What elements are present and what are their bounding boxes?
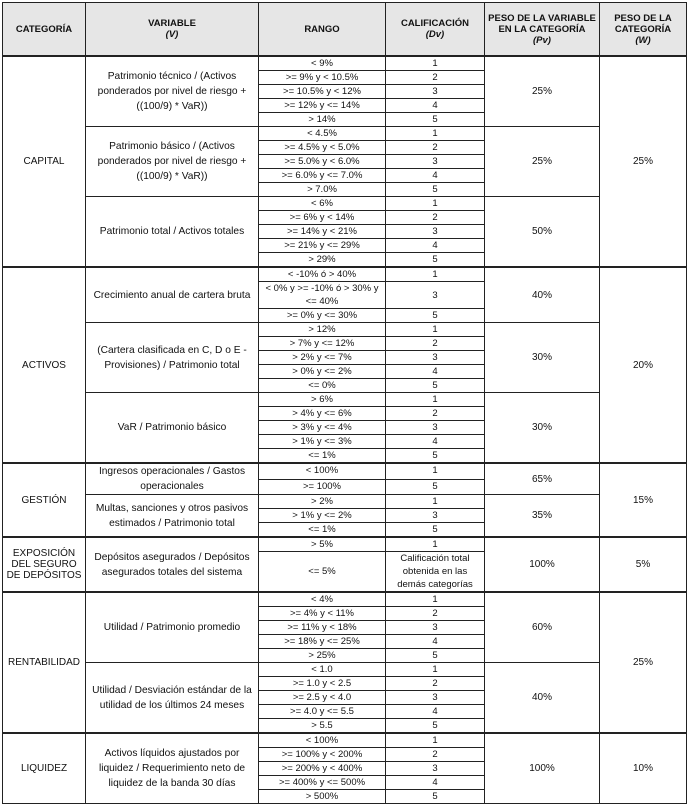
header-variable-label: VARIABLE	[148, 18, 196, 29]
variable-cell: Patrimonio básico / (Activos ponderados por nivel de riesgo + ((100/9) * VaR))	[86, 127, 259, 197]
score-cell: 4	[386, 169, 485, 183]
header-peso-categoria-label: PESO DE LA CATEGORÍA	[614, 12, 672, 35]
category-weight-cell: 10%	[600, 733, 687, 804]
range-cell: >= 5.0% y < 6.0%	[259, 155, 386, 169]
variable-weight-cell: 100%	[485, 537, 600, 592]
table-row	[3, 127, 687, 141]
table-row	[3, 56, 687, 71]
table-row	[3, 323, 687, 337]
range-cell: >= 4.5% y < 5.0%	[259, 141, 386, 155]
variable-cell: VaR / Patrimonio básico	[86, 393, 259, 464]
header-rango	[259, 3, 386, 57]
variable-cell: Patrimonio total / Activos totales	[86, 197, 259, 268]
category-weight-cell: 25%	[600, 592, 687, 733]
range-cell: <= 1%	[259, 523, 386, 538]
header-peso-variable	[485, 3, 600, 57]
header-calificacion-sub: (Dv)	[425, 29, 445, 40]
range-cell: > 25%	[259, 649, 386, 663]
score-cell: 4	[386, 776, 485, 790]
header-variable-sub: (V)	[165, 29, 179, 40]
variable-weight-cell: 35%	[485, 495, 600, 538]
score-cell: 2	[386, 71, 485, 85]
variable-weight-cell: 30%	[485, 323, 600, 393]
range-cell: >= 9% y < 10.5%	[259, 71, 386, 85]
variable-weight-cell: 65%	[485, 463, 600, 495]
score-cell: 2	[386, 677, 485, 691]
range-cell: > 14%	[259, 113, 386, 127]
header-peso-variable-label: PESO DE LA VARIABLE EN LA CATEGORÍA	[488, 12, 596, 35]
range-cell: < 100%	[259, 463, 386, 479]
range-cell: > 12%	[259, 323, 386, 337]
score-cell: 2	[386, 407, 485, 421]
range-cell: >= 11% y < 18%	[259, 621, 386, 635]
score-cell: 1	[386, 56, 485, 71]
table-row	[3, 393, 687, 407]
score-cell: 5	[386, 719, 485, 734]
category-cell: LIQUIDEZ	[3, 733, 86, 804]
score-cell: 5	[386, 523, 485, 538]
range-cell: > 1% y <= 2%	[259, 509, 386, 523]
range-cell: > 2%	[259, 495, 386, 509]
header-peso-categoria-sub: (W)	[635, 34, 651, 46]
score-cell: 3	[386, 155, 485, 169]
score-cell: 1	[386, 733, 485, 748]
range-cell: >= 1.0 y < 2.5	[259, 677, 386, 691]
range-cell: < 6%	[259, 197, 386, 211]
range-cell: >= 200% y < 400%	[259, 762, 386, 776]
score-cell: 4	[386, 635, 485, 649]
table-row	[3, 267, 687, 282]
header-calificacion-label: CALIFICACIÓN	[400, 18, 470, 29]
range-cell: > 29%	[259, 253, 386, 268]
score-cell: 3	[386, 351, 485, 365]
range-cell: > 7.0%	[259, 183, 386, 197]
variable-weight-cell: 60%	[485, 592, 600, 663]
range-cell: > 2% y <= 7%	[259, 351, 386, 365]
score-cell: 5	[386, 479, 485, 494]
range-cell: > 500%	[259, 790, 386, 804]
score-cell: 4	[386, 365, 485, 379]
score-cell: 3	[386, 225, 485, 239]
variable-cell: Depósitos asegurados / Depósitos asegurados totales del sistema	[86, 537, 259, 592]
category-cell: EXPOSICIÓN DEL SEGURO DE DEPÓSITOS	[3, 537, 86, 592]
score-cell: Calificación total obtenida en las demás categorías	[386, 552, 485, 593]
range-cell: >= 4.0 y <= 5.5	[259, 705, 386, 719]
variable-weight-cell: 50%	[485, 197, 600, 268]
range-cell: <= 0%	[259, 379, 386, 393]
table-row	[3, 495, 687, 509]
variable-cell: (Cartera clasificada en C, D o E - Provisiones) / Patrimonio total	[86, 323, 259, 393]
range-cell: > 0% y <= 2%	[259, 365, 386, 379]
variable-weight-cell: 100%	[485, 733, 600, 804]
range-cell: >= 2.5 y < 4.0	[259, 691, 386, 705]
table-row	[3, 592, 687, 607]
range-cell: > 6%	[259, 393, 386, 407]
category-cell: RENTABILIDAD	[3, 592, 86, 733]
range-cell: < 4.5%	[259, 127, 386, 141]
variable-weight-cell: 25%	[485, 56, 600, 127]
variable-weight-cell: 30%	[485, 393, 600, 464]
table-row	[3, 197, 687, 211]
range-cell: >= 6% y < 14%	[259, 211, 386, 225]
score-cell: 5	[386, 449, 485, 464]
range-cell: > 7% y <= 12%	[259, 337, 386, 351]
range-cell: >= 400% y <= 500%	[259, 776, 386, 790]
score-cell: 1	[386, 267, 485, 282]
variable-cell: Utilidad / Patrimonio promedio	[86, 592, 259, 663]
range-cell: < 100%	[259, 733, 386, 748]
range-cell: < 1.0	[259, 663, 386, 677]
variable-weight-cell: 40%	[485, 267, 600, 323]
header-row	[3, 3, 687, 57]
score-cell: 5	[386, 113, 485, 127]
score-cell: 3	[386, 621, 485, 635]
range-cell: >= 12% y <= 14%	[259, 99, 386, 113]
score-cell: 5	[386, 253, 485, 268]
variable-cell: Activos líquidos ajustados por liquidez / Requerimiento neto de liquidez de la banda 30 días	[86, 733, 259, 804]
range-cell: >= 14% y < 21%	[259, 225, 386, 239]
score-cell: 3	[386, 421, 485, 435]
score-cell: 3	[386, 85, 485, 99]
category-weight-cell: 15%	[600, 463, 687, 537]
score-cell: 1	[386, 393, 485, 407]
score-cell: 4	[386, 705, 485, 719]
score-cell: 2	[386, 141, 485, 155]
score-cell: 5	[386, 790, 485, 804]
score-cell: 3	[386, 282, 485, 309]
score-cell: 5	[386, 183, 485, 197]
range-cell: <= 5%	[259, 552, 386, 593]
range-cell: < 9%	[259, 56, 386, 71]
score-cell: 2	[386, 337, 485, 351]
score-cell: 3	[386, 762, 485, 776]
variable-weight-cell: 25%	[485, 127, 600, 197]
range-cell: > 3% y <= 4%	[259, 421, 386, 435]
range-cell: >= 6.0% y <= 7.0%	[259, 169, 386, 183]
range-cell: >= 21% y <= 29%	[259, 239, 386, 253]
score-cell: 4	[386, 99, 485, 113]
variable-cell: Multas, sanciones y otros pasivos estimados / Patrimonio total	[86, 495, 259, 538]
score-cell: 1	[386, 197, 485, 211]
range-cell: >= 0% y <= 30%	[259, 309, 386, 323]
range-cell: > 5.5	[259, 719, 386, 734]
score-cell: 1	[386, 592, 485, 607]
header-calificacion	[386, 3, 485, 57]
category-cell: ACTIVOS	[3, 267, 86, 463]
header-categoria-label: CATEGORÍA	[15, 23, 73, 35]
score-cell: 1	[386, 663, 485, 677]
range-cell: >= 18% y <= 25%	[259, 635, 386, 649]
category-weight-cell: 20%	[600, 267, 687, 463]
category-weight-cell: 25%	[600, 56, 687, 267]
header-categoria	[3, 3, 86, 57]
score-cell: 2	[386, 748, 485, 762]
table-row	[3, 537, 687, 552]
range-cell: >= 4% y < 11%	[259, 607, 386, 621]
header-peso-variable-sub: (Pv)	[533, 34, 551, 46]
header-variable	[86, 3, 259, 57]
range-cell: >= 100% y < 200%	[259, 748, 386, 762]
range-cell: > 4% y <= 6%	[259, 407, 386, 421]
score-cell: 1	[386, 495, 485, 509]
score-cell: 1	[386, 127, 485, 141]
range-cell: >= 10.5% y < 12%	[259, 85, 386, 99]
score-cell: 2	[386, 211, 485, 225]
range-cell: >= 100%	[259, 479, 386, 494]
range-cell: > 5%	[259, 537, 386, 552]
score-cell: 1	[386, 537, 485, 552]
variable-cell: Utilidad / Desviación estándar de la utilidad de los últimos 24 meses	[86, 663, 259, 734]
category-weight-cell: 5%	[600, 537, 687, 592]
range-cell: > 1% y <= 3%	[259, 435, 386, 449]
variable-cell: Crecimiento anual de cartera bruta	[86, 267, 259, 323]
variable-weight-cell: 40%	[485, 663, 600, 734]
header-peso-categoria	[600, 3, 687, 57]
score-cell: 3	[386, 691, 485, 705]
range-cell: < -10% ó > 40%	[259, 267, 386, 282]
table-row	[3, 663, 687, 677]
range-cell: <= 1%	[259, 449, 386, 464]
table-body	[3, 56, 687, 804]
variable-cell: Patrimonio técnico / (Activos ponderados por nivel de riesgo + ((100/9) * VaR))	[86, 56, 259, 127]
table-row	[3, 733, 687, 748]
score-cell: 5	[386, 649, 485, 663]
score-cell: 1	[386, 463, 485, 479]
category-cell: CAPITAL	[3, 56, 86, 267]
range-cell: < 4%	[259, 592, 386, 607]
score-cell: 5	[386, 309, 485, 323]
rating-table	[2, 2, 687, 804]
table-row	[3, 463, 687, 479]
range-cell: < 0% y >= -10% ó > 30% y <= 40%	[259, 282, 386, 309]
score-cell: 4	[386, 435, 485, 449]
score-cell: 3	[386, 509, 485, 523]
score-cell: 1	[386, 323, 485, 337]
score-cell: 5	[386, 379, 485, 393]
header-rango-label: RANGO	[304, 23, 340, 35]
variable-cell: Ingresos operacionales / Gastos operacionales	[86, 463, 259, 495]
score-cell: 2	[386, 607, 485, 621]
category-cell: GESTIÓN	[3, 463, 86, 537]
score-cell: 4	[386, 239, 485, 253]
